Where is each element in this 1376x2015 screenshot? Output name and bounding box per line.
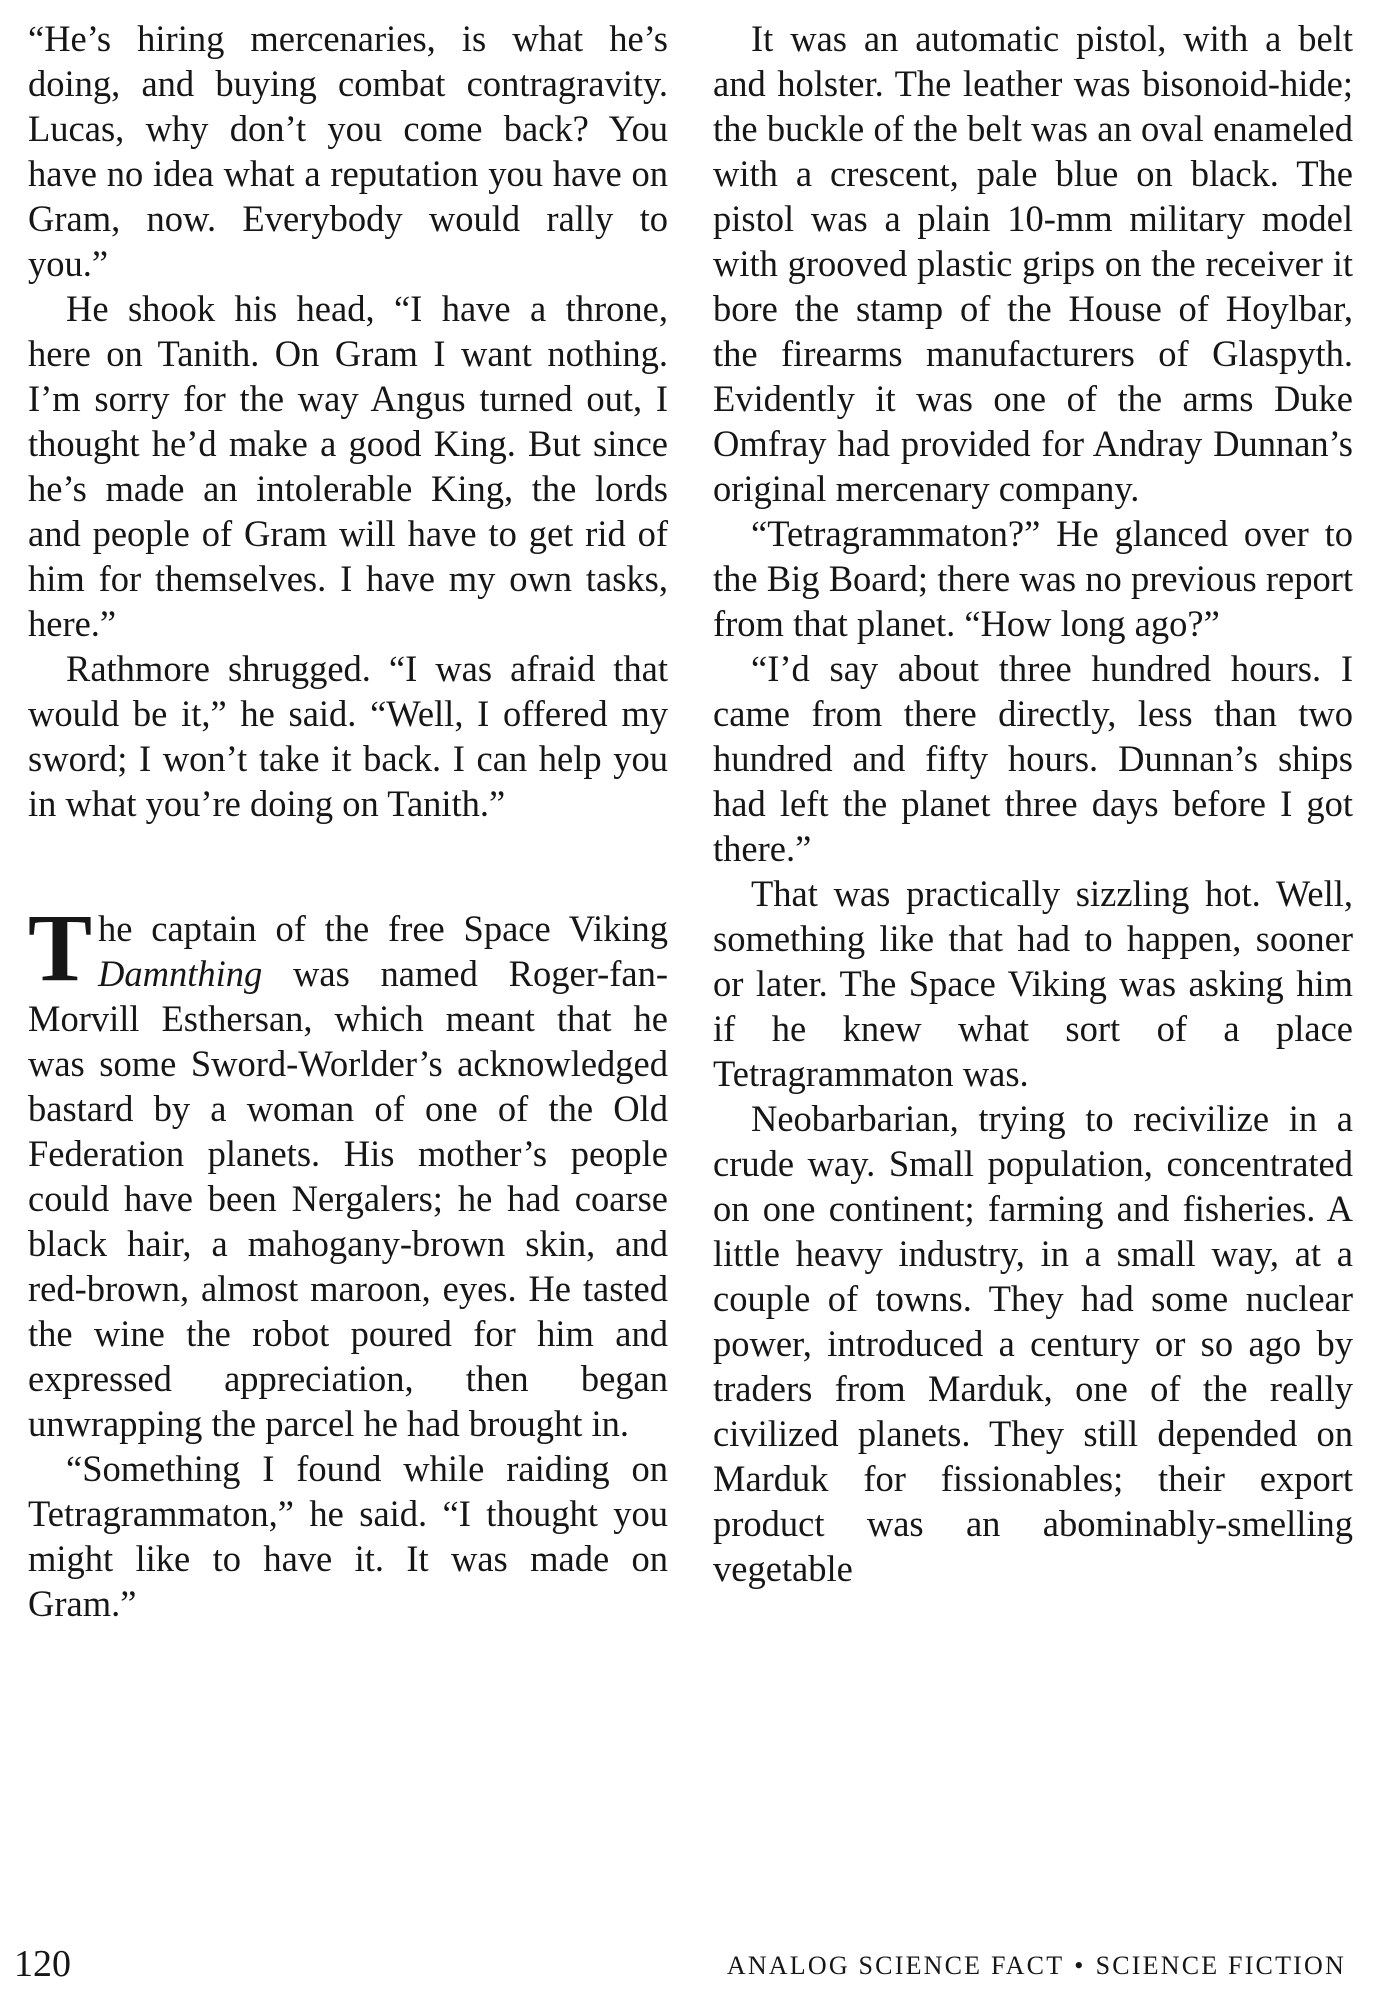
paragraph: That was practically sizzling hot. Well, something like that had to happen, sooner or later. The Space Viking was asking him if he knew what sort of a place Tetragrammaton was. bbox=[713, 873, 1353, 1094]
paragraph-text: was named Roger-fan-Morvill Esthersan, which meant that he was some Sword-Worlder’s acknowledged bastard by a woman of one of the Old Federation planets. His mother’s people could have been Nergalers; he had coarse black hair, a mahogany-brown skin, and red-brown, almost maroon, eyes. He tasted the wine the robot poured for him and expressed appreciation, then began unwrapping the parcel he had brought in. bbox=[28, 953, 668, 1444]
paragraph-text: he captain of the free Space Viking bbox=[98, 908, 668, 949]
paragraph: Rathmore shrugged. “I was afraid that would be it,” he said. “Well, I offered my sword; I won’t take it back. I can help you in what you’re doing on Tanith.” bbox=[28, 648, 668, 824]
paragraph: It was an automatic pistol, with a belt and holster. The leather was bisonoid-hide; the buckle of the belt was an oval enameled with a crescent, pale blue on black. The pistol was a plain 10-mm military model with grooved plastic grips on the receiver it bore the stamp of the House of Hoylbar, the firearms manufacturers of Glaspyth. Evidently it was one of the arms Duke Omfray had provided for Andray Dunnan’s original mercenary company. bbox=[713, 18, 1353, 509]
page-footer bbox=[0, 1940, 1376, 2000]
magazine-title-right: SCIENCE FICTION bbox=[1095, 1951, 1346, 1980]
left-column bbox=[28, 16, 668, 1626]
paragraph: Neobarbarian, trying to recivilize in a crude way. Small population, concentrated on one continent; farming and fisheries. A little heavy industry, in a small way, at a couple of towns. They had some nuclear power, introduced a century or so ago by traders from Marduk, one of the really civilized planets. They still depended on Marduk for fissionables; their export product was an abominably-smelling vegetable bbox=[713, 1098, 1353, 1589]
paragraph: “I’d say about three hundred hours. I came from there directly, less than two hundred and fifty hours. Dunnan’s ships had left the planet three days before I got there.” bbox=[713, 648, 1353, 869]
ship-name: Damnthing bbox=[98, 953, 263, 994]
page-number: 120 bbox=[14, 1943, 71, 1985]
bullet-separator: • bbox=[1074, 1951, 1086, 1980]
paragraph: “He’s hiring mercenaries, is what he’s doing, and buying combat contragravity. Lucas, why don’t you come back? You have no idea what a reputation you have on Gram, now. Everybody would rally to you.” bbox=[28, 18, 668, 284]
magazine-title-left: ANALOG SCIENCE FACT bbox=[726, 1951, 1065, 1980]
drop-cap: T bbox=[28, 894, 93, 1001]
running-head bbox=[727, 1946, 1346, 1986]
paragraph: “Something I found while raiding on Tetragrammaton,” he said. “I thought you might like to have it. It was made on Gram.” bbox=[28, 1448, 668, 1624]
section-start-paragraph bbox=[28, 894, 668, 1446]
paragraph: He shook his head, “I have a throne, here on Tanith. On Gram I want nothing. I’m sorry for the way Angus turned out, I thought he’d make a good King. But since he’s made an intolerable King, the lords and people of Gram will have to get rid of him for themselves. I have my own tasks, here.” bbox=[28, 288, 668, 644]
paragraph: “Tetragrammaton?” He glanced over to the Big Board; there was no previous report from that planet. “How long ago?” bbox=[713, 513, 1353, 644]
right-column bbox=[713, 16, 1353, 1591]
